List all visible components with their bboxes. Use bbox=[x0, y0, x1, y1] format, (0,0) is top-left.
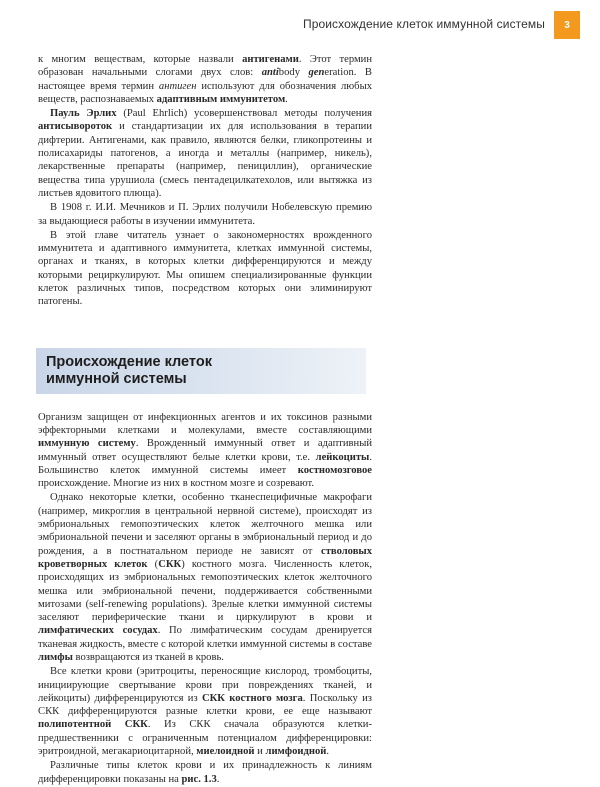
page-body bbox=[38, 53, 372, 787]
section-title-line-2: иммунной системы bbox=[46, 370, 187, 387]
intro-paragraph-1: к многим веществам, которые назвали антигенами. Этот термин образован начальными слогами двух слов: antibody generation. В настоящее время термин антиген используют для обозначения любых веществ, распознаваемых адаптивным иммунитетом. bbox=[38, 54, 372, 105]
section-paragraph-3: Все клетки крови (эритроциты, переносящие кислород, тромбоциты, инициирующие свертывание крови при повреждениях тканей, и лейкоциты) дифференцируются из СКК костного мозга. Поскольку из СКК дифференцируются разные клетки крови, ее еще называют полипотентной СКК. Из СКК сначала образуются клетки-предшественники с ограниченным потенциалом дифференцировки: эритроидной, мегакариоцитарной, миелоидной и лимфоидной. bbox=[38, 666, 372, 758]
intro-paragraph-4: В этой главе читатель узнает о закономерностях врожденного иммунитета и адаптивного иммунитета, клетках иммунной системы, органах и тканях, в которых клетки дифференцируются и между которыми рециркулируют. Мы опишем специализированные функции клеток различных типов, посредством которых они элиминируют патогены. bbox=[38, 229, 372, 308]
section-paragraph-4: Различные типы клеток крови и их принадлежность к линиям дифференцировки показаны на рис. 1.3. bbox=[38, 760, 372, 785]
section-paragraph-2: Однако некоторые клетки, особенно тканеспецифичные макрофаги (например, микроглия в центральной нервной системе), происходят из эмбриональных гемопоэтических клеток желточного мешка или эмбриональной печени и заселяют органы в эмбриональный период и до рождения, а в постнатальном периоде не зависят от стволовых кроветворных клеток (СКК) костного мозга. Численность клеток, происходящих из эмбриональных гемопоэтических клеток желточного мешка или эмбриональной печени, поддерживается собственными митозами (self-renewing populations). Зрелые клетки иммунной системы заселяют периферические ткани и циркулируют в крови и лимфатических сосудах. По лимфатическим сосудам дренируется тканевая жидкость, вместе с которой клетки иммунной системы в составе лимфы возвращаются из тканей в кровь. bbox=[38, 492, 373, 663]
page-number-badge: 3 bbox=[554, 11, 580, 39]
section-paragraph-1: Организм защищен от инфекционных агентов и их токсинов разными эффекторными клетками и молекулами, вместе составляющими иммунную систему. Врожденный иммунный ответ и адаптивный иммунный ответ осуществляют белые клетки крови, т.е. лейкоциты. Большинство клеток иммунной системы имеет костномозговое происхождение. Многие из них в костном мозге и созревают. bbox=[38, 411, 372, 490]
running-title: Происхождение клеток иммунной системы bbox=[302, 17, 545, 31]
section-heading-band bbox=[36, 348, 366, 394]
intro-paragraph-3: В 1908 г. И.И. Мечников и П. Эрлих получили Нобелевскую премию за выдающиеся работы в изучении иммунитета. bbox=[38, 202, 372, 227]
section-title-line-1: Происхождение клеток bbox=[46, 353, 212, 370]
intro-paragraph-2: Пауль Эрлих (Paul Ehrlich) усовершенствовал методы получения антисывороток и стандартизации их для использования в терапии дифтерии. Антигенами, как правило, являются белки, гликопротеины и полисахариды патогенов, а иногда и металлы (например, никель), лекарственные препараты (например, пенициллин), органические вещества типа урушиола (смесь пентадецилкатехолов, или вытяжка из листьев ядовитого плюща). bbox=[38, 108, 372, 199]
